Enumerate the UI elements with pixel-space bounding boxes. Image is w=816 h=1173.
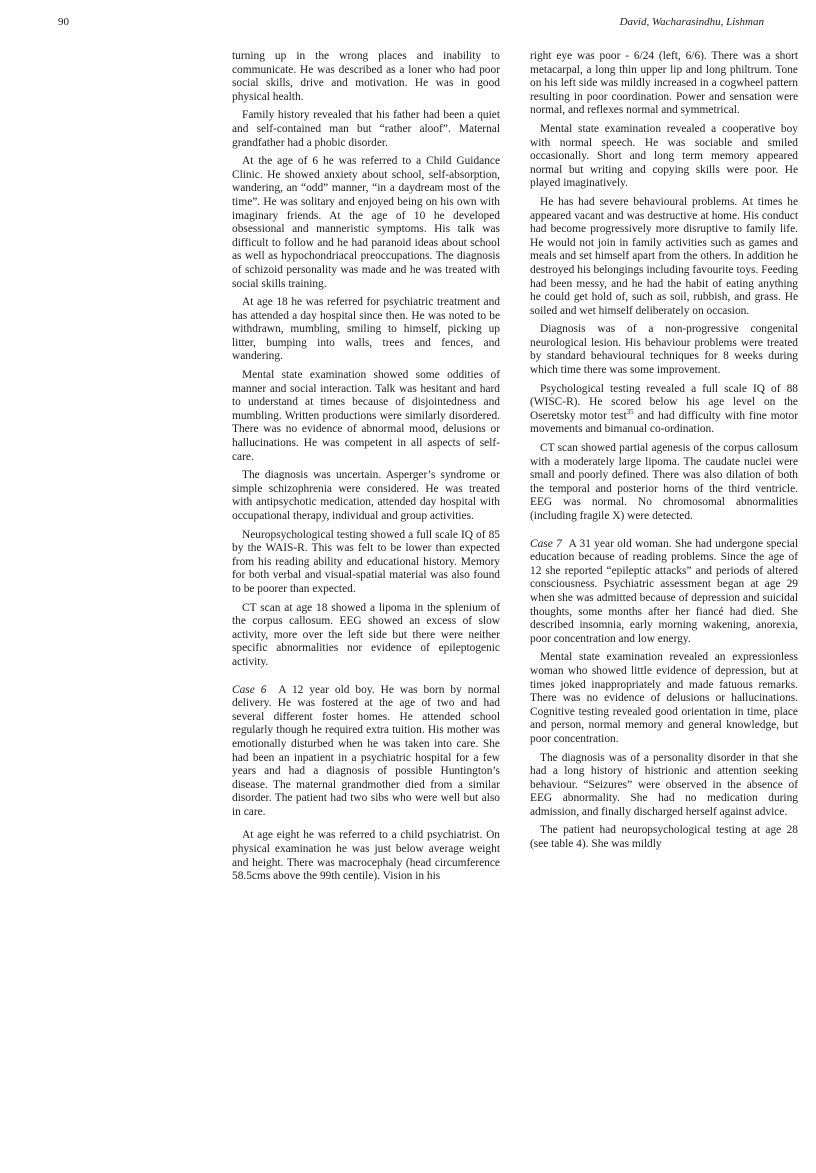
right-column — [530, 50, 798, 857]
case-6-paragraph — [232, 684, 500, 820]
paragraph: turning up in the wrong places and inability to communicate. He was described as a loner who had poor social skills, drive and motivation. He was in good physical health. — [232, 50, 500, 103]
case-7-paragraph — [530, 538, 798, 647]
paragraph: Mental state examination revealed a cooperative boy with normal speech. He was sociable and smiled occasionally. Short and long term memory appeared normal but writing and copying skills were poor. He played imaginatively. — [530, 122, 798, 190]
paragraph: At age eight he was referred to a child psychiatrist. On physical examination he was just below average weight and height. There was macrocephaly (head circumference 58.5cms above the 99th centile). Vision in his — [232, 829, 500, 883]
text-span: and had difficulty with fine motor movements and bimanual co-ordination. — [530, 409, 798, 436]
paragraph: Neuropsychological testing showed a full scale IQ of 85 by the WAIS-R. This was felt to be lower than expected from his reading ability and educational history. Memory for both verbal and visual-spatial material was also found to be poorer than expected. — [232, 528, 500, 595]
paragraph: Mental state examination revealed an expressionless woman who showed little evidence of depression, but at times joked inappropriately and made fatuous remarks. There was no evidence of delusions or hallucinations. Cognitive testing revealed good orientation in time, place and person, normal memory and general knowledge, but poor concentration. — [530, 651, 798, 745]
paragraph — [530, 383, 798, 437]
paragraph: CT scan at age 18 showed a lipoma in the splenium of the corpus callosum. EEG showed an excess of slow activity, more over the left side but there were neither specific abnormalities nor evidence of epileptogenic activity. — [232, 601, 500, 668]
paragraph: right eye was poor - 6/24 (left, 6/6). There was a short metacarpal, a long thin upper lip and long philtrum. Tone on his left side was mildly increased in a cogwheel pattern resulting in poor coordination. Power and sensation were normal, and reflexes normal and symmetrical. — [530, 50, 798, 117]
paragraph: Mental state examination showed some oddities of manner and social interaction. Talk was hesitant and hard to understand at times because of disjointedness and mumbling. Written productions were similarly disordered. There was no evidence of abnormal mood, delusions or hallucinations. He was competent in all aspects of self-care. — [232, 369, 500, 463]
paragraph: Family history revealed that his father had been a quiet and self-contained man but “rather aloof”. Maternal grandfather had a phobic disorder. — [232, 109, 500, 149]
page-number: 90 — [58, 16, 69, 28]
case-7-text: A 31 year old woman. She had undergone special education because of reading problems. Since the age of 12 she reported “epileptic attacks” and periods of altered consciousness. Psychiatric assessment began at age 29 when she was admitted because of depression and suicidal thoughts, some months after her fiancé had died. She described insomnia, early morning wakening, anorexia, poor concentration and low energy. — [530, 537, 798, 645]
paragraph: The diagnosis was uncertain. Asperger’s syndrome or simple schizophrenia were considered. He was treated with antipsychotic medication, attended day hospital with occupational therapy, individual and group activities. — [232, 469, 500, 522]
paragraph: CT scan showed partial agenesis of the corpus callosum with a moderately large lipoma. The caudate nuclei were small and poorly defined. There was also dilation of both the temporal and posterior horns of the third ventricle. EEG was normal. No chromosomal abnormalities (including fragile X) were detected. — [530, 442, 798, 522]
case-6-label: Case 6 — [232, 683, 267, 696]
left-column — [232, 50, 500, 889]
reference-superscript: 35 — [626, 408, 634, 417]
paragraph: At the age of 6 he was referred to a Child Guidance Clinic. He showed anxiety about school, self-absorption, wandering, an “odd” manner, “in a daydream most of the time”. He was solitary and enjoyed being on his own with imaginary friends. At the age of 10 he developed obsessional and manneristic symptoms. His talk was difficult to follow and he had paranoid ideas about school as well as hypochondriacal preoccupations. The diagnosis of schizoid personality was made and he was treated with social skills training. — [232, 155, 500, 290]
running-head: David, Wacharasindhu, Lishman — [619, 16, 764, 28]
case-6-text: A 12 year old boy. He was born by normal delivery. He was fostered at the age of two and had several different foster homes. He attended school regularly though he required extra tuition. His mother was emotionally disturbed when he was taken into care. She had been an inpatient in a psychiatric hospital for a few years and had a diagnosis of possible Huntington’s disease. The maternal grandmother died from a similar disorder. The patient had two sibs who were well but also in care. — [232, 683, 501, 818]
paragraph: Diagnosis was of a non-progressive congenital neurological lesion. His behaviour problems were treated by standard behavioural techniques for 8 weeks during which time there was some improvement. — [530, 323, 798, 377]
case-7-label: Case 7 — [530, 537, 562, 550]
paragraph: He has had severe behavioural problems. At times he appeared vacant and was destructive at home. His conduct had become progressively more disruptive to family life. He would not join in family activities such as games and meals and set himself apart from the others. In addition he destroyed his belongings including favourite toys. Feeding had been messy, and he had the habit of eating anything he could get hold of, such as soil, rubbish, and grass. He soiled and wet himself deliberately on occasion. — [530, 195, 798, 317]
text-span: Psychological testing revealed a full scale IQ of 88 (WISC-R). He scored below his age level on the Oseretsky motor test — [530, 382, 798, 422]
paragraph: At age 18 he was referred for psychiatric treatment and has attended a day hospital since then. He was noted to be withdrawn, mumbling, smiling to himself, picking up litter, bumping into walls, trees and fences, and wandering. — [232, 296, 500, 363]
paragraph: The patient had neuropsychological testing at age 28 (see table 4). She was mildly — [530, 824, 798, 851]
paragraph: The diagnosis was of a personality disorder in that she had a long history of histrionic and attention seeking behaviour. “Seizures” were observed in the absence of EEG abnormality. She had no medication during admission, and finally discharged herself against advice. — [530, 751, 798, 818]
